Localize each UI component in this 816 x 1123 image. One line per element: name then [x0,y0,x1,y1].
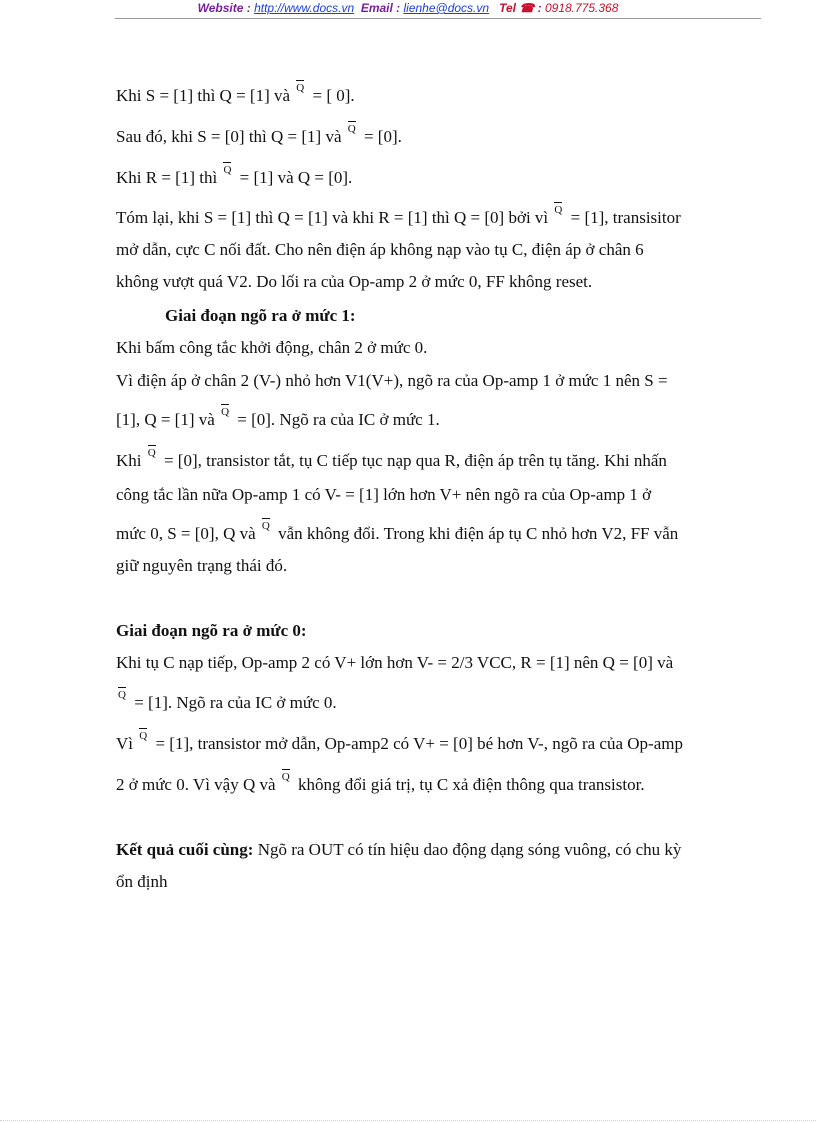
text: = [1] và Q = [0]. [239,168,353,187]
paragraph-line: không vượt quá V2. Do lối ra của Op-amp 2 ở mức 0, FF không reset. [116,272,593,291]
tel-label: Tel [499,1,516,15]
paragraph-line: Khi tụ C nạp tiếp, Op-amp 2 có V+ lớn hơn V- = 2/3 VCC, R = [1] nên Q = [0] và [116,653,674,672]
q-bar-symbol: Q [221,406,230,418]
q-bar-symbol: Q [147,447,156,459]
paragraph-line: giữ nguyên trạng thái đó. [116,556,288,575]
paragraph-line [116,204,681,228]
text: [1], Q = [1] và [116,410,215,429]
text: Tóm lại, khi S = [1] thì Q = [1] và khi R = [1] thì Q = [0] bởi vì [116,208,549,227]
email-link[interactable]: lienhe@docs.vn [403,1,490,15]
paragraph-line [116,730,683,754]
paragraph-line: công tắc lần nữa Op-amp 1 có V- = [1] lớn hơn V+ nên ngõ ra của Op-amp 1 ở [116,485,652,504]
section-heading [116,621,307,641]
result-label: Kết quả cuối cùng: [116,840,254,859]
paragraph-line: Khi bấm công tắc khởi động, chân 2 ở mức 0. [116,338,428,357]
paragraph [116,123,402,147]
text: = [0]. Ngõ ra của IC ở mức 1. [237,410,440,429]
paragraph-line [116,447,667,471]
text: không đổi giá trị, tụ C xả điện thông qua transistor. [298,775,645,794]
website-link[interactable]: http://www.docs.vn [254,1,355,15]
paragraph [116,164,353,188]
phone-icon: ☎ [519,1,535,15]
text: 2 ở mức 0. Vì vậy Q và [116,775,276,794]
text: Vì [116,734,133,753]
page-header: Website : http://www.docs.vn Email : lienhe@docs.vn Tel ☎ : 0918.775.368 [197,1,619,15]
paragraph [116,82,355,106]
text: Khi [116,451,142,470]
text: mức 0, S = [0], Q và [116,524,256,543]
text: Sau đó, khi S = [0] thì Q = [1] và [116,127,342,146]
text: = [0], transistor tắt, tụ C tiếp tục nạp qua R, điện áp trên tụ tăng. Khi nhấn [163,451,667,470]
heading-text: Giai đoạn ngõ ra ở mức 1: [165,306,356,325]
text: = [0]. [363,127,402,146]
heading-text: Giai đoạn ngõ ra ở mức 0: [116,621,307,640]
email-label: Email [360,1,393,15]
text: Khi S = [1] thì Q = [1] và [116,86,291,105]
q-bar-symbol: Q [281,771,290,783]
tel-number: 0918.775.368 [544,1,619,15]
text: = [1], transistor mở dẫn, Op-amp2 có V+ = [0] bé hơn V-, ngõ ra của Op-amp [155,734,683,753]
text: = [1], transisitor [570,208,681,227]
q-bar-symbol: Q [118,689,126,701]
text: Khi R = [1] thì [116,168,218,187]
text: vẫn không đổi. Trong khi điện áp tụ C nhỏ hơn V2, FF vẫn [278,524,679,543]
paragraph-line: Vì điện áp ở chân 2 (V-) nhỏ hơn V1(V+), ngõ ra của Op-amp 1 ở mức 1 nên S = [116,371,668,390]
q-bar-symbol: Q [261,520,270,532]
q-bar-symbol: Q [223,164,232,176]
header-divider [115,18,761,19]
q-bar-symbol: Q [296,82,305,94]
text: = [1]. Ngõ ra của IC ở mức 0. [134,693,337,712]
paragraph-line: ổn định [116,872,168,891]
q-bar-symbol: Q [554,204,563,216]
section-heading [165,306,356,326]
paragraph-line [116,520,679,544]
footer-divider [0,1120,816,1121]
paragraph-line: mở dẫn, cực C nối đất. Cho nên điện áp không nạp vào tụ C, điện áp ở chân 6 [116,240,644,259]
paragraph-line [116,406,440,430]
q-bar-symbol: Q [139,730,148,742]
paragraph-line [116,689,337,713]
q-bar-symbol: Q [347,123,356,135]
text: Ngõ ra OUT có tín hiệu dao động dạng sóng vuông, có chu kỳ [257,840,682,859]
paragraph-line [116,840,681,860]
text: = [ 0]. [312,86,355,105]
paragraph-line [116,771,645,795]
website-label: Website [197,1,244,15]
